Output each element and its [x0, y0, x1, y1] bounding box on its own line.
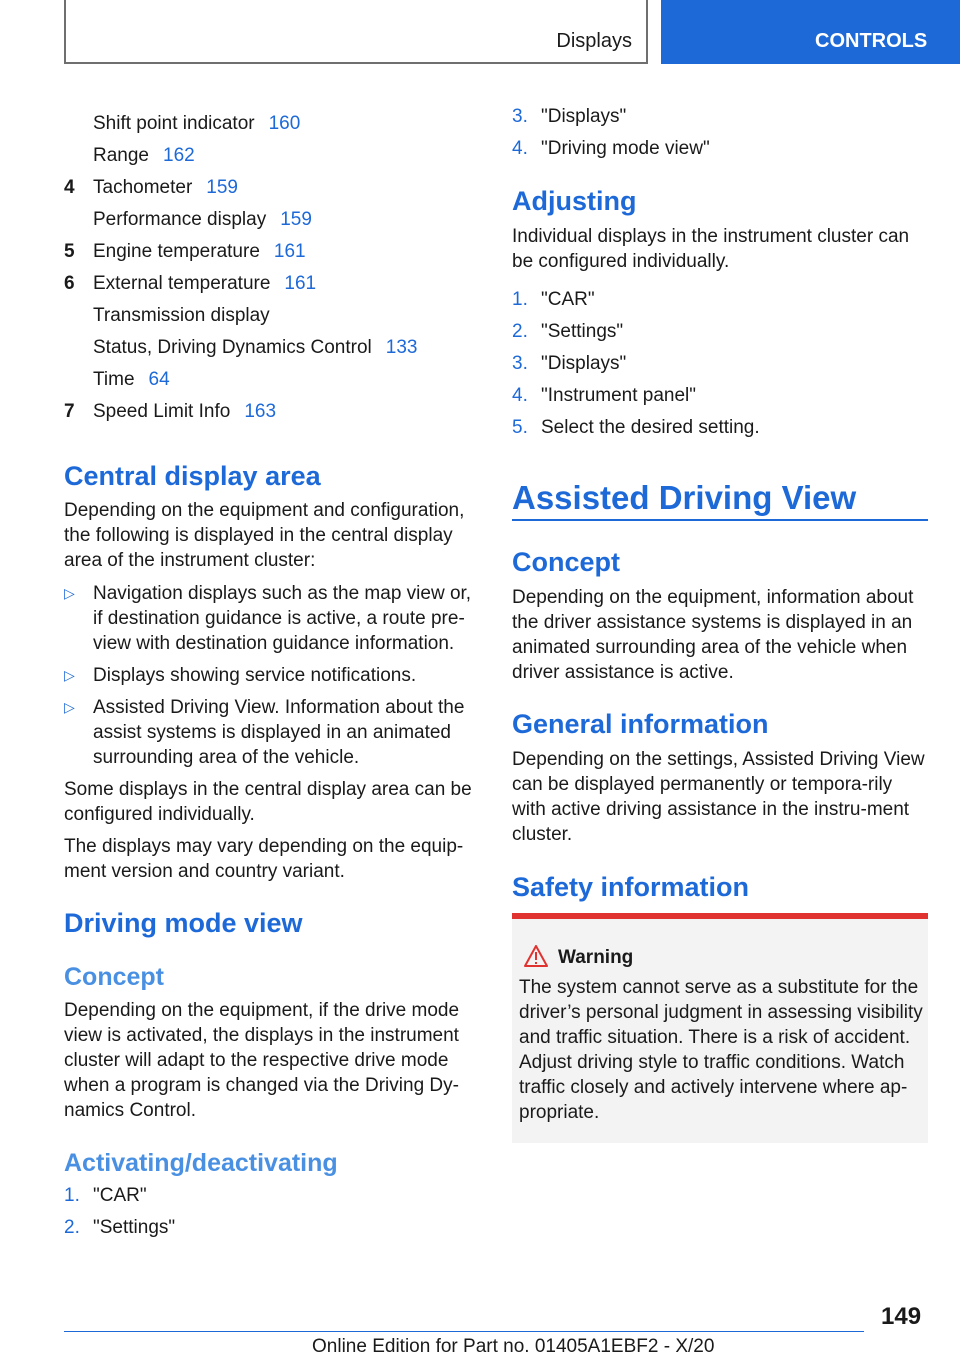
list-item-text: External temperature — [93, 273, 271, 294]
step-text: "CAR" — [541, 289, 595, 310]
warning-title: Warning — [558, 947, 634, 968]
header-chapter-tab — [661, 0, 960, 64]
central-display-heading: Central display area — [64, 461, 321, 491]
list-item-number: 7 — [64, 401, 75, 422]
step-number: 5. — [512, 417, 528, 438]
step-number: 3. — [512, 353, 528, 374]
step-text: "Displays" — [541, 106, 627, 127]
page-ref-link[interactable]: 159 — [206, 177, 238, 198]
step-number: 1. — [512, 289, 528, 310]
bullet-item: ▷ Navigation displays such as the map view or, if destination guidance is active, a route pre-view with destination guidance information. — [64, 583, 472, 654]
list-item-text: Speed Limit Info — [93, 401, 231, 422]
page-ref-link[interactable]: 161 — [273, 241, 306, 262]
driving-mode-concept-text: Depending on the equipment, if the drive mode view is activated, the displays in the instrument cluster will adapt to the respective drive mode when a program is changed via the Driving Dy-namics Control. — [64, 1000, 460, 1121]
list-item-number: 5 — [64, 241, 75, 262]
triangle-bullet-icon: ▷ — [64, 667, 75, 683]
header-chapter-title: CONTROLS — [815, 30, 928, 52]
central-paragraph: The displays may vary depending on the equip-ment version and country variant. — [64, 836, 464, 882]
step-text: "Displays" — [541, 353, 627, 374]
page-ref-link[interactable]: 159 — [280, 209, 312, 230]
list-item-text: Performance display — [93, 209, 267, 230]
footer-rule — [64, 1331, 864, 1332]
list-item-number: 4 — [64, 177, 75, 198]
adjusting-heading: Adjusting — [512, 186, 637, 216]
list-item-text: Shift point indicator — [93, 113, 255, 134]
step-text: "Instrument panel" — [541, 385, 697, 406]
step-text: "Settings" — [541, 321, 624, 342]
footer-edition-text: Online Edition for Part no. 01405A1EBF2 - X/20 — [312, 1336, 715, 1357]
page-ref-link[interactable]: 161 — [284, 273, 317, 294]
list-item-text: Time — [93, 369, 135, 390]
adjusting-text: Individual displays in the instrument cluster can be configured individually. — [512, 226, 910, 272]
warning-box — [512, 913, 928, 1143]
page-ref-link[interactable]: 133 — [385, 337, 418, 358]
step-text: "Driving mode view" — [541, 138, 710, 159]
list-item-text: Tachometer — [93, 177, 193, 198]
central-intro-text: Depending on the equipment and configuration, the following is displayed in the central display area of the instrument cluster: — [64, 500, 465, 571]
assisted-driving-title: Assisted Driving View — [512, 479, 857, 516]
step-text: "Settings" — [93, 1217, 176, 1238]
list-item-text: Range — [93, 145, 149, 166]
warning-text: The system cannot serve as a substitute for the driver’s personal judgment in assessing visibility and traffic situation. There is a risk of accident. Adjust driving style to traffic conditions. Watch traffic closely and actively intervene where ap-propriate. — [519, 977, 923, 1123]
step-number: 4. — [512, 385, 528, 406]
bullet-item: ▷ Displays showing service notifications. — [64, 665, 417, 686]
safety-information-heading: Safety information — [512, 872, 750, 902]
assisted-concept-text: Depending on the equipment, information about the driver assistance systems is displayed in an animated surrounding area of the vehicle when driver assistance is active. — [512, 587, 914, 683]
triangle-bullet-icon: ▷ — [64, 699, 75, 715]
header-section-box — [64, 0, 648, 64]
page-ref-link[interactable]: 162 — [163, 145, 195, 166]
page-number: 149 — [881, 1303, 922, 1330]
bullet-item: ▷ Assisted Driving View. Information about the assist systems is displayed in an animated surrounding area of the vehicle. — [64, 697, 465, 768]
list-item-text: Engine temperature — [93, 241, 260, 262]
central-paragraph: Some displays in the central display area can be configured individually. — [64, 779, 472, 825]
list-item-text: Status, Driving Dynamics Control — [93, 337, 372, 358]
general-information-text: Depending on the settings, Assisted Driving View can be displayed permanently or tempora-rily with active driving assistance in the instru-ment cluster. — [512, 749, 925, 845]
page-ref-link[interactable]: 160 — [268, 113, 301, 134]
page-ref-link[interactable]: 163 — [244, 401, 277, 422]
assisted-concept-heading: Concept — [512, 547, 620, 577]
step-number: 1. — [64, 1185, 80, 1206]
general-information-heading: General information — [512, 709, 769, 739]
step-text: "CAR" — [93, 1185, 147, 1206]
step-number: 4. — [512, 138, 528, 159]
header-section-title: Displays — [556, 30, 632, 52]
section-rule — [512, 519, 928, 521]
page-ref-link[interactable]: 64 — [148, 369, 170, 390]
driving-mode-heading: Driving mode view — [64, 908, 303, 938]
triangle-bullet-icon: ▷ — [64, 585, 75, 601]
driving-mode-concept-heading: Concept — [64, 963, 164, 991]
list-item-text: Transmission display — [93, 305, 270, 326]
step-number: 2. — [64, 1217, 80, 1238]
step-text: Select the desired setting. — [541, 417, 760, 438]
activating-heading: Activating/deactivating — [64, 1149, 338, 1177]
step-number: 2. — [512, 321, 528, 342]
warning-triangle-icon — [524, 945, 548, 967]
step-number: 3. — [512, 106, 528, 127]
list-item-number: 6 — [64, 273, 75, 294]
